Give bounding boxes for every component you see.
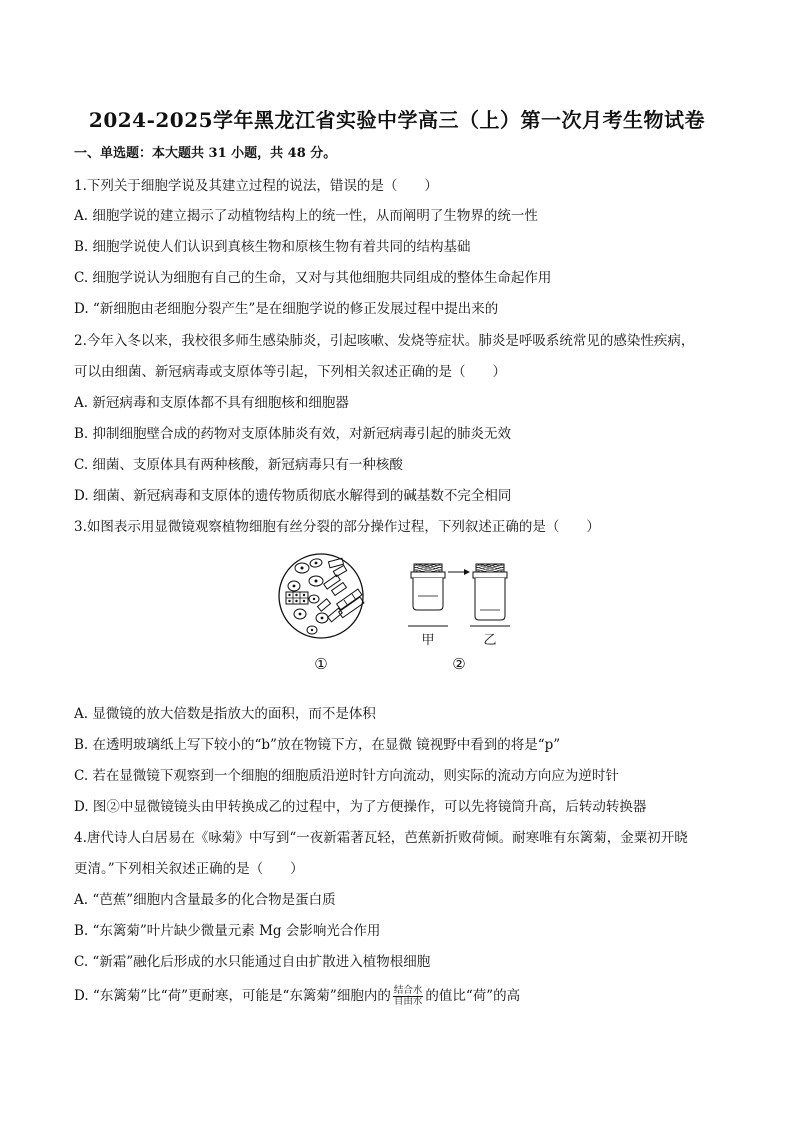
q2-option-b: B. 抑制细胞壁合成的药物对支原体肺炎有效，对新冠病毒引起的肺炎无效 <box>74 426 512 442</box>
fraction-denominator: 自由水 <box>393 996 423 1007</box>
q4-stem-line1: 4.唐代诗人白居易在《咏菊》中写到“一夜新霜著瓦轻，芭蕉新折败荷倾。耐寒唯有东篱菊，金粟初开晓 <box>74 830 688 846</box>
q1-option-b: B. 细胞学说使人们认识到真核生物和原核生物有着共同的结构基础 <box>74 239 471 255</box>
q1-option-d: D. “新细胞由老细胞分裂产生”是在细胞学说的修正发展过程中提出来的 <box>74 301 499 317</box>
q2-stem-line1: 2.今年入冬以来，我校很多师生感染肺炎，引起咳嗽、发烧等症状。肺炎是呼吸系统常见的感染性疾病， <box>74 333 695 349</box>
q4-option-a: A. “芭蕉”细胞内含量最多的化合物是蛋白质 <box>74 892 336 908</box>
q1-stem: 1.下列关于细胞学说及其建立过程的说法，错误的是（ ） <box>74 178 438 194</box>
q1-option-a: A. 细胞学说的建立揭示了动植物结构上的统一性，从而阐明了生物界的统一性 <box>74 208 538 224</box>
label-fig-2: ② <box>452 655 466 673</box>
fraction-numerator: 结合水 <box>393 985 423 996</box>
q4-option-b: B. “东篱菊”叶片缺少微量元素 Mg 会影响光合作用 <box>74 923 381 939</box>
field-of-view-diagram <box>279 554 364 638</box>
label-yi: 乙 <box>483 633 497 648</box>
label-fig-1: ① <box>314 655 328 673</box>
q3-stem: 3.如图表示用显微镜观察植物细胞有丝分裂的部分操作过程，下列叙述正确的是（ ） <box>74 519 600 535</box>
page-title: 2024-2025学年黑龙江省实验中学高三（上）第一次月考生物试卷 <box>88 108 706 132</box>
q2-option-a: A. 新冠病毒和支原体都不具有细胞核和细胞器 <box>74 395 349 411</box>
q1-option-c: C. 细胞学说认为细胞有自己的生命，又对与其他细胞共同组成的整体生命起作用 <box>74 270 552 286</box>
objective-lens-diagram <box>408 564 510 626</box>
q2-stem-line2: 可以由细菌、新冠病毒或支原体等引起，下列相关叙述正确的是（ ） <box>74 364 506 380</box>
q3-option-c: C. 若在显微镜下观察到一个细胞的细胞质沿逆时针方向流动，则实际的流动方向应为逆时针 <box>74 768 619 784</box>
q3-option-d: D. 图②中显微镜镜头由甲转换成乙的过程中，为了方便操作，可以先将镜筒升高，后转动转换器 <box>74 799 647 815</box>
q4-option-d-prefix: D. “东篱菊”比“荷”更耐寒，可能是“东篱菊”细胞内的 <box>74 988 391 1004</box>
q4-option-d <box>74 986 520 1007</box>
q4-stem-line2: 更清。”下列相关叙述正确的是（ ） <box>74 861 304 877</box>
microscope-figure <box>276 546 526 674</box>
q2-option-c: C. 细菌、支原体具有两种核酸，新冠病毒只有一种核酸 <box>74 457 403 473</box>
q3-option-a: A. 显微镜的放大倍数是指放大的面积，而不是体积 <box>74 706 376 722</box>
water-ratio-fraction <box>393 986 424 1007</box>
q4-option-c: C. “新霜”融化后形成的水只能通过自由扩散进入植物根细胞 <box>74 954 431 970</box>
section-heading: 一、单选题：本大题共 31 小题，共 48 分。 <box>74 146 337 161</box>
q3-option-b: B. 在透明玻璃纸上写下较小的“b”放在物镜下方，在显微 镜视野中看到的将是“p” <box>74 737 561 753</box>
q4-option-d-suffix: 的值比“荷”的高 <box>425 988 521 1004</box>
label-jia: 甲 <box>421 633 435 648</box>
q2-option-d: D. 细菌、新冠病毒和支原体的遗传物质彻底水解得到的碱基数不完全相同 <box>74 488 512 504</box>
